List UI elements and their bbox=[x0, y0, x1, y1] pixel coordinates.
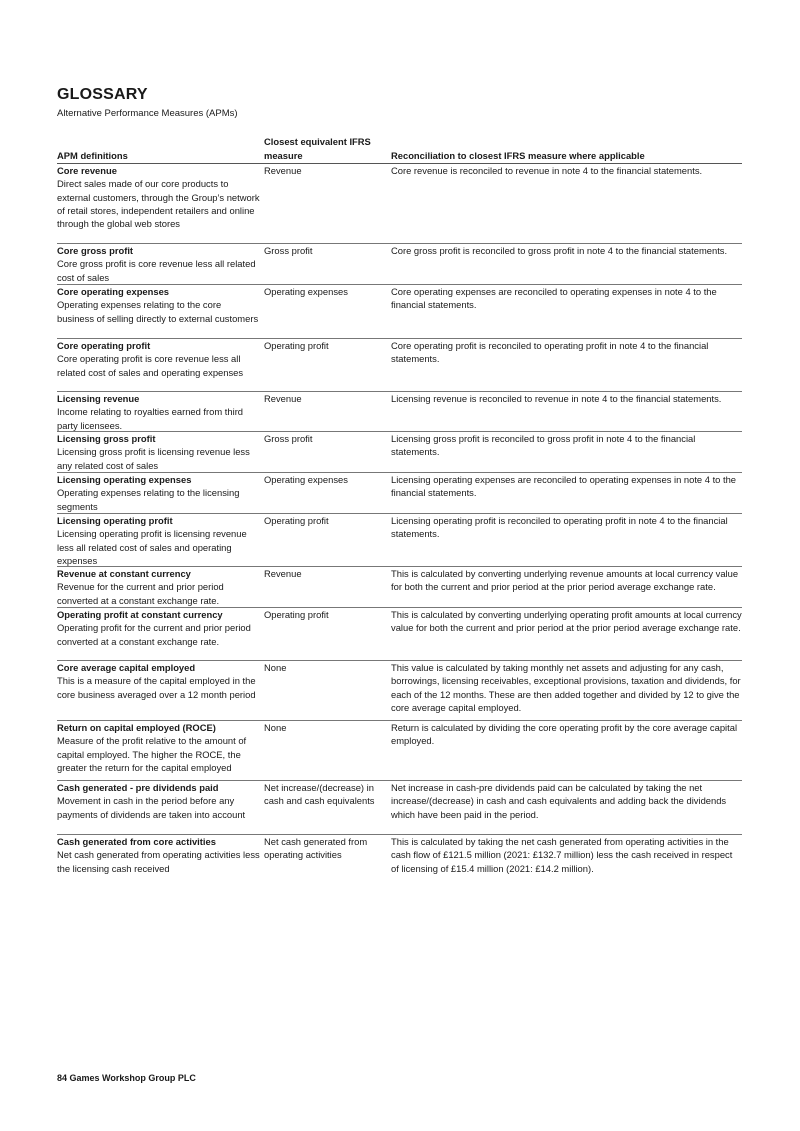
apm-definition-cell bbox=[57, 781, 264, 834]
apm-definition: Core gross profit is core revenue less all related cost of sales bbox=[57, 258, 256, 283]
reconciliation-cell: Core revenue is reconciled to revenue in note 4 to the financial statements. bbox=[391, 165, 703, 176]
ifrs-measure-cell: Operating profit bbox=[264, 515, 329, 526]
reconciliation-cell: This value is calculated by taking monthly net assets and adjusting for any cash, borrowings, licensing receivables, exceptional provisions, taxation and dividends, for each of the 12 months. These are then added together and divided by 12 to give the core average capital employed. bbox=[391, 662, 741, 713]
apm-definition: Net cash generated from operating activities less the licensing cash received bbox=[57, 849, 260, 874]
table-row bbox=[57, 244, 742, 285]
reconciliation-cell: Net increase in cash-pre dividends paid can be calculated by taking the net increase/(decrease) in cash and cash equivalents and adding back the dividends which have been paid in the period. bbox=[391, 782, 727, 820]
table-row bbox=[57, 721, 742, 781]
apm-definition: Income relating to royalties earned from third party licensees. bbox=[57, 406, 244, 431]
ifrs-measure-cell: None bbox=[264, 722, 287, 733]
apm-definition-cell bbox=[57, 432, 264, 472]
apm-definition-cell bbox=[57, 608, 264, 660]
apm-definition-cell bbox=[57, 721, 264, 780]
table-row bbox=[57, 285, 742, 339]
apm-definition: This is a measure of the capital employed in the core business averaged over a 12 month period bbox=[57, 675, 256, 700]
ifrs-measure-cell: Operating expenses bbox=[264, 474, 348, 485]
column-header-ifrs-measure: Closest equivalent IFRS measure bbox=[264, 136, 371, 161]
page-subtitle: Alternative Performance Measures (APMs) bbox=[57, 108, 238, 119]
apm-term: Cash generated - pre dividends paid bbox=[57, 782, 219, 793]
apm-definition-cell bbox=[57, 567, 264, 607]
apm-definition-cell bbox=[57, 661, 264, 720]
apm-definition-cell bbox=[57, 285, 264, 338]
apm-term: Revenue at constant currency bbox=[57, 568, 191, 579]
ifrs-measure-cell: None bbox=[264, 662, 287, 673]
ifrs-measure-cell: Revenue bbox=[264, 568, 302, 579]
ifrs-measure-cell: Net increase/(decrease) in cash and cash equivalents bbox=[264, 782, 375, 807]
reconciliation-cell: This is calculated by taking the net cash generated from operating activities in the cash flow of £121.5 million (2021: £132.7 million) less the cash received in respect of licensing of £15.4 million (2021: £14.2 million). bbox=[391, 836, 733, 874]
column-header-apm-definitions: APM definitions bbox=[57, 149, 128, 161]
apm-definition-cell bbox=[57, 339, 264, 391]
table-row bbox=[57, 781, 742, 835]
table-row bbox=[57, 392, 742, 432]
apm-term: Core operating expenses bbox=[57, 286, 170, 297]
apm-definition-cell bbox=[57, 514, 264, 566]
reconciliation-cell: Licensing operating expenses are reconciled to operating expenses in note 4 to the financial statements. bbox=[391, 474, 737, 499]
apm-term: Core average capital employed bbox=[57, 662, 196, 673]
ifrs-measure-cell: Operating expenses bbox=[264, 286, 348, 297]
apm-definition-cell bbox=[57, 164, 264, 243]
column-header-reconciliation: Reconciliation to closest IFRS measure where applicable bbox=[391, 149, 645, 161]
apm-term: Cash generated from core activities bbox=[57, 836, 216, 847]
reconciliation-cell: This is calculated by converting underlying operating profit amounts at local currency value for both the current and prior period at the prior period average exchange rate. bbox=[391, 609, 742, 634]
apm-definition: Licensing gross profit is licensing revenue less any related cost of sales bbox=[57, 446, 250, 471]
table-row bbox=[57, 432, 742, 473]
ifrs-measure-cell: Operating profit bbox=[264, 609, 329, 620]
page-title: GLOSSARY bbox=[57, 86, 148, 103]
table-row bbox=[57, 567, 742, 608]
reconciliation-cell: Core gross profit is reconciled to gross profit in note 4 to the financial statements. bbox=[391, 245, 728, 256]
apm-definition: Operating expenses relating to the licensing segments bbox=[57, 487, 240, 512]
page-footer: 84 Games Workshop Group PLC bbox=[57, 1073, 196, 1083]
apm-definition: Operating profit for the current and prior period converted at a constant exchange rate. bbox=[57, 622, 251, 647]
apm-definition-cell bbox=[57, 392, 264, 431]
apm-definition-cell bbox=[57, 473, 264, 513]
ifrs-measure-cell: Gross profit bbox=[264, 245, 313, 256]
ifrs-measure-cell: Revenue bbox=[264, 165, 302, 176]
apm-definition: Movement in cash in the period before any payments of dividends are taken into account bbox=[57, 795, 246, 820]
apm-definition-cell bbox=[57, 244, 264, 284]
apm-definition-cell bbox=[57, 835, 264, 888]
apm-term: Licensing revenue bbox=[57, 393, 140, 404]
reconciliation-cell: Licensing revenue is reconciled to revenue in note 4 to the financial statements. bbox=[391, 393, 722, 404]
table-row bbox=[57, 164, 742, 244]
reconciliation-cell: This is calculated by converting underlying revenue amounts at local currency value for both the current and prior period at the prior period average exchange rate. bbox=[391, 568, 739, 593]
ifrs-measure-cell: Gross profit bbox=[264, 433, 313, 444]
table-header bbox=[57, 137, 742, 164]
apm-term: Core gross profit bbox=[57, 245, 134, 256]
apm-definition: Operating expenses relating to the core business of selling directly to external customers bbox=[57, 299, 259, 324]
apm-glossary-table bbox=[57, 137, 742, 888]
reconciliation-cell: Core operating profit is reconciled to operating profit in note 4 to the financial statements. bbox=[391, 340, 709, 365]
table-row bbox=[57, 835, 742, 888]
reconciliation-cell: Return is calculated by dividing the core operating profit by the core average capital employed. bbox=[391, 722, 738, 747]
ifrs-measure-cell: Revenue bbox=[264, 393, 302, 404]
reconciliation-cell: Core operating expenses are reconciled to operating expenses in note 4 to the financial statements. bbox=[391, 286, 717, 311]
apm-term: Licensing operating profit bbox=[57, 515, 173, 526]
apm-term: Return on capital employed (ROCE) bbox=[57, 722, 216, 733]
apm-term: Licensing gross profit bbox=[57, 433, 156, 444]
apm-term: Licensing operating expenses bbox=[57, 474, 192, 485]
apm-term: Core revenue bbox=[57, 165, 117, 176]
apm-term: Operating profit at constant currency bbox=[57, 609, 223, 620]
ifrs-measure-cell: Operating profit bbox=[264, 340, 329, 351]
table-body bbox=[57, 164, 742, 888]
table-row bbox=[57, 661, 742, 721]
apm-definition: Core operating profit is core revenue less all related cost of sales and operating expenses bbox=[57, 353, 244, 378]
reconciliation-cell: Licensing gross profit is reconciled to gross profit in note 4 to the financial statements. bbox=[391, 433, 696, 458]
reconciliation-cell: Licensing operating profit is reconciled to operating profit in note 4 to the financial statements. bbox=[391, 515, 728, 540]
apm-definition: Direct sales made of our core products to external customers, through the Group’s network of retail stores, independent retailers and online through the global web stores bbox=[57, 178, 260, 230]
table-row bbox=[57, 339, 742, 392]
apm-definition: Revenue for the current and prior period converted at a constant exchange rate. bbox=[57, 581, 224, 606]
ifrs-measure-cell: Net cash generated from operating activities bbox=[264, 836, 368, 861]
apm-definition: Measure of the profit relative to the amount of capital employed. The higher the ROCE, the greater the return for the capital employed bbox=[57, 735, 247, 773]
table-row bbox=[57, 514, 742, 567]
table-row bbox=[57, 608, 742, 661]
apm-term: Core operating profit bbox=[57, 340, 151, 351]
table-row bbox=[57, 473, 742, 514]
apm-definition: Licensing operating profit is licensing revenue less all related cost of sales and operating expenses bbox=[57, 528, 247, 566]
